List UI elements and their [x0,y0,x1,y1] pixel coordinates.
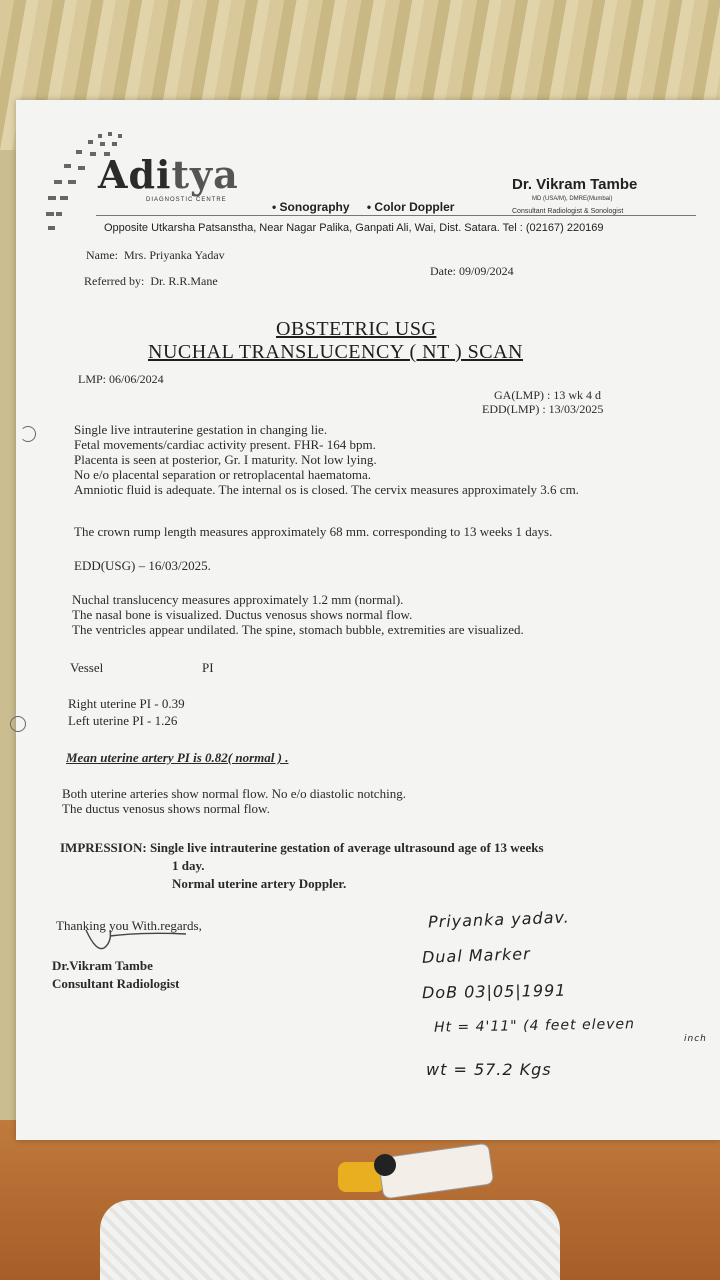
impression-line1: IMPRESSION: Single live intrauterine gestation of average ultrasound age of 13 weeks [60,840,544,855]
patient-name: Name: Mrs. Priyanka Yadav [86,248,225,262]
findings-block [74,422,579,497]
nt-line: The ventricles appear undilated. The spine, stomach bubble, extremities are visualized. [72,622,524,637]
punch-hole-top [20,426,36,442]
edd-lmp: EDD(LMP) : 13/03/2025 [482,402,604,416]
doctor-name: Dr. Vikram Tambe [512,176,638,193]
logo-subtitle: DIAGNOSTIC CENTRE [146,197,227,203]
doctor-qualifications: MD (USA/M), DMRE(Mumbai) [532,196,613,202]
black-cap [374,1154,396,1176]
impression-line3: Normal uterine artery Doppler. [172,876,347,891]
doppler-line: The ductus venosus shows normal flow. [62,801,270,816]
report-title-line2: NUCHAL TRANSLUCENCY ( NT ) SCAN [148,341,523,363]
pi-header: PI [202,660,214,675]
referred-by: Referred by: Dr. R.R.Mane [84,274,218,288]
edd-usg: EDD(USG) – 16/03/2025. [74,558,211,573]
signoff-name: Dr.Vikram Tambe [52,958,153,973]
handwritten-height-unit: inch [684,1034,707,1044]
mean-uterine-pi: Mean uterine artery PI is 0.82( normal ) . [66,750,289,765]
right-uterine-pi: Right uterine PI - 0.39 [68,696,185,711]
crl-finding: The crown rump length measures approximately 68 mm. corresponding to 13 weeks 1 days. [74,524,553,539]
sample-tubes [330,1140,500,1230]
handwritten-dob: DoB 03|05|1991 [421,980,567,1003]
finding-line: Amniotic fluid is adequate. The internal os is closed. The cervix measures approximately 3.6 cm. [74,482,579,497]
impression-line2: 1 day. [172,858,205,873]
clinic-address: Opposite Utkarsha Patsanstha, Near Nagar Palika, Ganpati Ali, Wai, Dist. Satara. Tel : (02167) 220169 [104,222,604,234]
report-paper [16,100,720,1140]
ga-lmp: GA(LMP) : 13 wk 4 d [494,388,601,402]
doppler-line: Both uterine arteries show normal flow. No e/o diastolic notching. [62,786,406,801]
services-list [272,200,468,214]
report-date: Date: 09/09/2024 [430,264,514,278]
finding-line: Placenta is seen at posterior, Gr. I maturity. Not low lying. [74,452,377,467]
handwritten-test: Dual Marker [421,944,531,967]
finding-line: No e/o placental separation or retroplacental haematoma. [74,467,372,482]
logo-text: Aditya [98,152,239,197]
handwritten-name: Priyanka yadav. [427,907,571,932]
handwritten-height: Ht = 4'11" (4 feet eleven [433,1016,636,1036]
doppler-notes [62,786,406,816]
vessel-header: Vessel [70,660,104,675]
punch-hole-bottom [10,716,26,732]
doctor-role: Consultant Radiologist & Sonologist [512,208,624,215]
handwritten-weight: wt = 57.2 Kgs [426,1060,552,1079]
nt-line: The nasal bone is visualized. Ductus venosus shows normal flow. [72,607,413,622]
finding-line: Fetal movements/cardiac activity present. FHR- 164 bpm. [74,437,376,452]
report-title-line1: OBSTETRIC USG [276,318,437,340]
left-uterine-pi: Left uterine PI - 1.26 [68,713,178,728]
finding-line: Single live intrauterine gestation in changing lie. [74,422,328,437]
thanks-line: Thanking you With.regards, [56,918,202,933]
signature-scribble [82,922,192,956]
nt-line: Nuchal translucency measures approximately 1.2 mm (normal). [72,592,404,607]
service-color-doppler: • Color Doppler [366,200,455,214]
header-divider [96,215,696,216]
service-sonography: • Sonography [272,200,350,214]
lmp: LMP: 06/06/2024 [78,372,164,386]
labelled-tube [378,1142,495,1199]
nt-findings-block [72,592,524,637]
signoff-role: Consultant Radiologist [52,976,180,991]
